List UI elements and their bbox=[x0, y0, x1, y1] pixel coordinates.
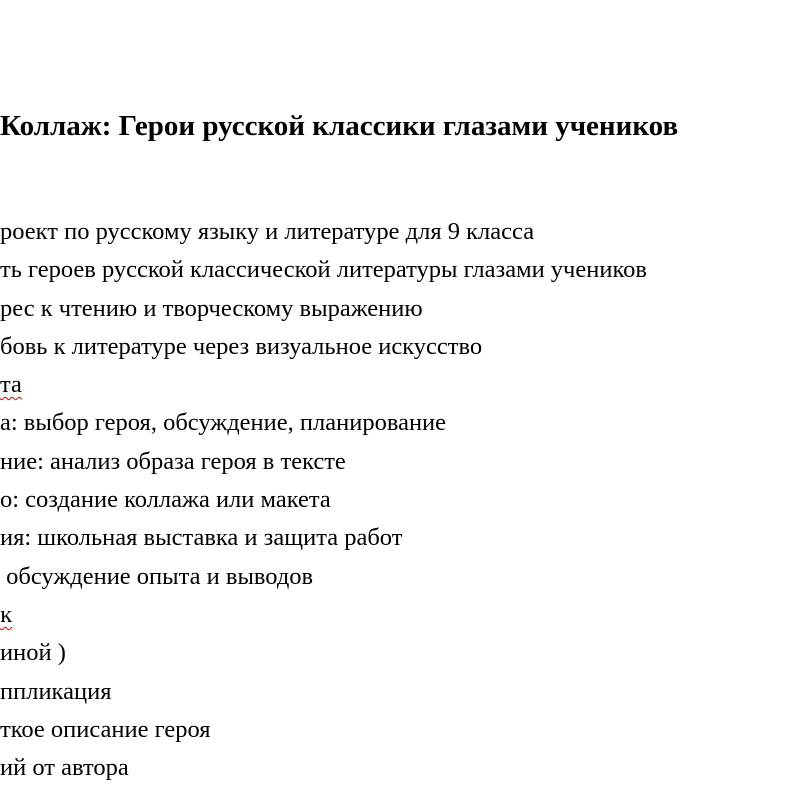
text-line: ткое описание героя bbox=[0, 715, 211, 743]
text-line: роект по русскому языку и литературе для 9 класса bbox=[0, 218, 535, 245]
text-line: рес к чтению и творческому выражению bbox=[0, 294, 423, 322]
text-line bbox=[0, 596, 647, 634]
document-title: Коллаж: Герои русской классики глазами учеников bbox=[0, 110, 679, 142]
text-line: а: выбор героя, обсуждение, планирование bbox=[0, 409, 447, 437]
text-line: ппликация bbox=[0, 677, 112, 705]
text-line bbox=[0, 366, 647, 404]
spellcheck-flagged-word: та bbox=[0, 371, 22, 399]
document-body bbox=[0, 213, 647, 787]
spellcheck-flagged-word: ĸ bbox=[0, 600, 13, 628]
text-line: обсуждение опыта и выводов bbox=[0, 562, 314, 590]
text-line: ть героев русской классической литературы глазами учеников bbox=[0, 256, 647, 284]
text-line: ние: анализ образа героя в тексте bbox=[0, 447, 346, 475]
text-line: о: создание коллажа или макета bbox=[0, 486, 331, 514]
text-line: иной ) bbox=[0, 639, 66, 667]
text-line: ия: школьная выставка и защита работ bbox=[0, 524, 403, 552]
text-line: ий от автора bbox=[0, 754, 129, 782]
text-line: бовь к литературе через визуальное искусство bbox=[0, 332, 483, 360]
